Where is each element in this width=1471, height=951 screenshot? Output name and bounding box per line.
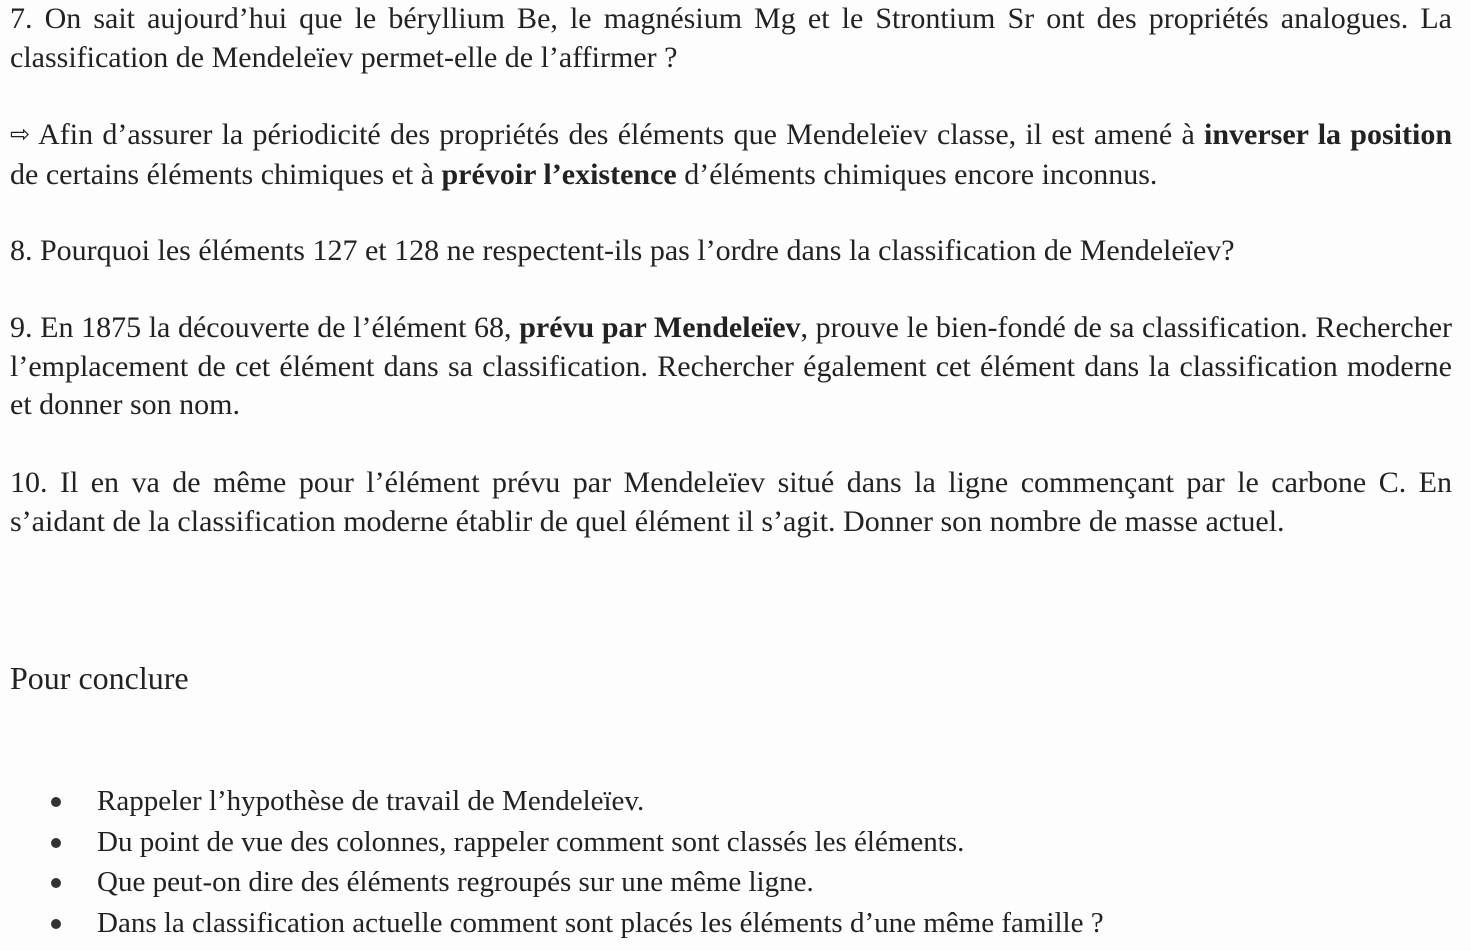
answer-7-bold-2: prévoir l’existence [441,157,677,191]
list-item [0,822,1471,863]
list-item-text: Que peut-on dire des éléments regroupés sur une même ligne. [97,866,814,898]
list-item [0,781,1471,822]
question-9-text-1: 9. En 1875 la découverte de l’élément 68, [10,311,520,344]
answer-7-bold-1: inverser la position [1204,118,1452,151]
list-item [0,903,1471,944]
answer-7-text-3: d’éléments chimiques encore inconnus. [676,157,1158,191]
question-9 [10,309,1452,425]
answer-7 [10,116,1452,194]
list-item-text: Rappeler l’hypothèse de travail de Mendeleïev. [97,785,645,817]
list-item-text: Dans la classification actuelle comment sont placés les éléments d’une même famille ? [97,906,1104,939]
question-7: 7. On sait aujourd’hui que le béryllium Be, le magnésium Mg et le Strontium Sr ont des propriétés analogues. La classification de Mendeleïev permet-elle de l’affirmer ? [10,2,1452,74]
list-item [0,862,1471,903]
list-item-text: Du point de vue des colonnes, rappeler comment sont classés les éléments. [97,825,965,858]
bullet-icon [51,838,61,848]
question-10: 10. Il en va de même pour l’élément prévu par Mendeleïev situé dans la ligne commençant par le carbone C. En s’aidant de la classification moderne établir de quel élément il s’agit. Donner son nombre de masse actuel. [10,466,1452,538]
bullet-icon [51,919,61,929]
right-arrow-icon: ⇨ [10,120,31,148]
answer-7-text-2: de certains éléments chimiques et à [10,157,442,191]
question-8: 8. Pourquoi les éléments 127 et 128 ne respectent-ils pas l’ordre dans la classification de Mendeleïev? [10,234,1235,267]
conclusion-heading: Pour conclure [10,660,189,696]
answer-7-text-1: Afin d’assurer la périodicité des propriétés des éléments que Mendeleïev classe, il est amené à [38,118,1205,151]
question-9-bold: prévu par Mendeleïev [519,311,801,344]
bullet-icon [51,797,61,807]
question-9-text-2: , prouve le bien-fondé de sa classification. Rechercher l’emplacement de cet élément dans sa classification. Rechercher également cet élément dans la classification moderne et donner son nom. [10,311,1453,421]
bullet-icon [51,878,61,888]
conclusion-list [0,781,1471,943]
